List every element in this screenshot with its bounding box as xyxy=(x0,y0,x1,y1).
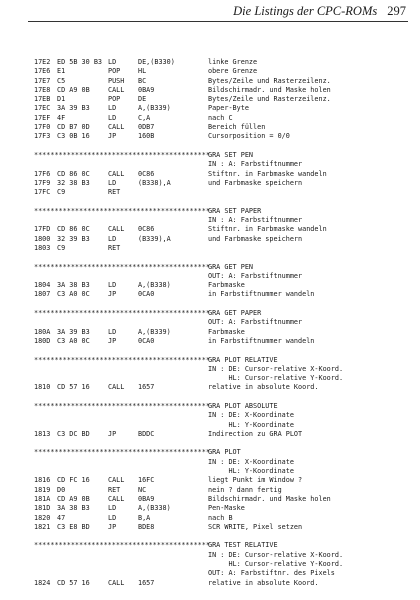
note-line xyxy=(34,551,412,560)
operand: A,(B338) xyxy=(138,281,171,290)
operand: HL xyxy=(138,67,147,76)
mnemonic: CALL xyxy=(108,123,125,132)
mnemonic: JP xyxy=(108,290,117,299)
comment: in Farbstiftnummer wandeln xyxy=(208,336,315,345)
code-line xyxy=(34,486,412,495)
note-line xyxy=(34,216,412,225)
comment: Farbmaske xyxy=(208,281,245,290)
code-line xyxy=(34,86,412,95)
comment: Stiftnr. in Farbmaske wandeln xyxy=(208,169,327,178)
address: 1804 xyxy=(34,281,51,290)
opcode-bytes: C3 E8 BD xyxy=(57,522,90,531)
comment: Bytes/Zeile und Rasterzeilenz. xyxy=(208,76,331,85)
address: 17F3 xyxy=(34,132,51,141)
comment: relative in absolute Koord. xyxy=(208,383,319,392)
assembly-listing xyxy=(34,58,412,588)
blank-line xyxy=(34,300,412,309)
opcode-bytes: 3A 39 B3 xyxy=(57,104,90,113)
separator-stars: ******************************************* xyxy=(34,355,210,364)
routine-name: GRA PLOT xyxy=(208,448,241,457)
address: 17EC xyxy=(34,104,51,113)
operand: 0BA9 xyxy=(138,494,155,503)
opcode-bytes: 3A 38 B3 xyxy=(57,504,90,513)
register-note: HL: Y-Koordinate xyxy=(208,467,294,476)
address: 1820 xyxy=(34,513,51,522)
comment: Bytes/Zeile und Rasterzeilenz. xyxy=(208,95,331,104)
mnemonic: LD xyxy=(108,281,117,290)
routine-name: GRA TEST RELATIVE xyxy=(208,541,278,550)
mnemonic: CALL xyxy=(108,225,125,234)
comment: obere Grenze xyxy=(208,67,258,76)
address: 17FD xyxy=(34,225,51,234)
code-line xyxy=(34,504,412,513)
address: 17E6 xyxy=(34,67,51,76)
operand: DE,(B330) xyxy=(138,58,175,66)
routine-header-line xyxy=(34,541,412,550)
comment: SCR WRITE, Pixel setzen xyxy=(208,522,303,531)
operand: 0CA0 xyxy=(138,290,155,299)
address: 1816 xyxy=(34,476,51,485)
separator-stars: ******************************************* xyxy=(34,309,210,318)
address: 17EB xyxy=(34,95,51,104)
comment: und Farbmaske speichern xyxy=(208,234,303,243)
address: 17E8 xyxy=(34,85,51,94)
opcode-bytes: C3 0B 16 xyxy=(57,132,90,141)
mnemonic: LD xyxy=(108,58,117,66)
register-note: HL: Cursor-relative Y-Koord. xyxy=(208,374,344,383)
operand: A,(B339) xyxy=(138,327,171,336)
mnemonic: CALL xyxy=(108,383,125,392)
address: 181D xyxy=(34,504,51,513)
mnemonic: JP xyxy=(108,132,117,141)
address: 17E7 xyxy=(34,76,51,85)
comment: nach B xyxy=(208,513,233,522)
routine-header-line xyxy=(34,151,412,160)
operand: A,(B339) xyxy=(138,104,171,113)
code-line xyxy=(34,67,412,76)
opcode-bytes: CD 86 0C xyxy=(57,225,90,234)
mnemonic: LD xyxy=(108,327,117,336)
address: 1824 xyxy=(34,578,51,587)
routine-name: GRA GET PEN xyxy=(208,262,254,271)
header-title: Die Listings der CPC-ROMs xyxy=(233,4,378,18)
separator-stars: ******************************************* xyxy=(34,448,210,457)
register-note: IN : DE: Cursor-relative X-Koord. xyxy=(208,550,344,559)
address: 1807 xyxy=(34,290,51,299)
operand: 0BA9 xyxy=(138,85,155,94)
opcode-bytes: CD B7 0D xyxy=(57,123,90,132)
address: 1813 xyxy=(34,429,51,438)
note-line xyxy=(34,467,412,476)
note-line xyxy=(34,421,412,430)
mnemonic: RET xyxy=(108,188,121,197)
comment: Bildschirmadr. und Maske holen xyxy=(208,85,331,94)
opcode-bytes: 32 39 B3 xyxy=(57,234,90,243)
blank-line xyxy=(34,197,412,206)
note-line xyxy=(34,365,412,374)
mnemonic: LD xyxy=(108,113,117,122)
separator-stars: ******************************************* xyxy=(34,541,210,550)
routine-name: GRA PLOT RELATIVE xyxy=(208,355,278,364)
code-line xyxy=(34,281,412,290)
code-line xyxy=(34,430,412,439)
address: 17E2 xyxy=(34,58,51,66)
opcode-bytes: C5 xyxy=(57,76,66,85)
comment: Pen-Maske xyxy=(208,504,245,513)
routine-name: GRA SET PAPER xyxy=(208,206,262,215)
opcode-bytes: C9 xyxy=(57,243,66,252)
code-line xyxy=(34,495,412,504)
address: 180A xyxy=(34,327,51,336)
register-note: OUT: A: Farbstiftnr. des Pixels xyxy=(208,569,335,578)
register-note: OUT: A: Farbstiftnummer xyxy=(208,271,303,280)
opcode-bytes: CD 86 0C xyxy=(57,169,90,178)
operand: 0DB7 xyxy=(138,123,155,132)
opcode-bytes: 3A 38 B3 xyxy=(57,281,90,290)
opcode-bytes: C3 A0 0C xyxy=(57,336,90,345)
operand: C,A xyxy=(138,113,151,122)
blank-line xyxy=(34,532,412,541)
blank-line xyxy=(34,393,412,402)
operand: 16FC xyxy=(138,476,155,485)
comment: in Farbstiftnummer wandeln xyxy=(208,290,315,299)
address: 17FC xyxy=(34,188,51,197)
separator-stars: ******************************************* xyxy=(34,150,210,159)
operand: BC xyxy=(138,76,147,85)
routine-header-line xyxy=(34,263,412,272)
blank-line xyxy=(34,253,412,262)
note-line xyxy=(34,560,412,569)
separator-stars: ******************************************* xyxy=(34,401,210,410)
code-line xyxy=(34,179,412,188)
address: 1810 xyxy=(34,383,51,392)
comment: nach C xyxy=(208,113,233,122)
mnemonic: LD xyxy=(108,104,117,113)
comment: Paper-Byte xyxy=(208,104,249,113)
mnemonic: JP xyxy=(108,522,117,531)
mnemonic: LD xyxy=(108,513,117,522)
opcode-bytes: 3A 39 B3 xyxy=(57,327,90,336)
blank-line xyxy=(34,346,412,355)
mnemonic: CALL xyxy=(108,169,125,178)
operand: (B339),A xyxy=(138,234,171,243)
mnemonic: CALL xyxy=(108,494,125,503)
operand: BDE8 xyxy=(138,522,155,531)
code-line xyxy=(34,579,412,588)
opcode-bytes: CD A9 0B xyxy=(57,494,90,503)
opcode-bytes: CD 57 16 xyxy=(57,383,90,392)
operand: 160B xyxy=(138,132,155,141)
opcode-bytes: D1 xyxy=(57,95,66,104)
page-number: 297 xyxy=(387,4,406,18)
opcode-bytes: C3 DC BD xyxy=(57,429,90,438)
register-note: IN : DE: X-Koordinate xyxy=(208,457,294,466)
mnemonic: LD xyxy=(108,234,117,243)
register-note: HL: Cursor-relative Y-Koord. xyxy=(208,560,344,569)
operand: NC xyxy=(138,485,147,494)
note-line xyxy=(34,374,412,383)
operand: (B338),A xyxy=(138,178,171,187)
mnemonic: POP xyxy=(108,67,121,76)
mnemonic: CALL xyxy=(108,85,125,94)
code-line xyxy=(34,328,412,337)
address: 17F9 xyxy=(34,178,51,187)
routine-header-line xyxy=(34,207,412,216)
mnemonic: LD xyxy=(108,178,117,187)
address: 1821 xyxy=(34,522,51,531)
comment: nein ? dann fertig xyxy=(208,485,282,494)
code-line xyxy=(34,514,412,523)
address: 17EF xyxy=(34,113,51,122)
code-line xyxy=(34,188,412,197)
opcode-bytes: 4F xyxy=(57,113,66,122)
blank-line xyxy=(34,439,412,448)
code-line xyxy=(34,476,412,485)
address: 1800 xyxy=(34,234,51,243)
routine-name: GRA PLOT ABSOLUTE xyxy=(208,401,278,410)
separator-stars: ******************************************* xyxy=(34,206,210,215)
address: 17F6 xyxy=(34,169,51,178)
routine-header-line xyxy=(34,402,412,411)
operand: 1657 xyxy=(138,383,155,392)
mnemonic: JP xyxy=(108,336,117,345)
blank-line xyxy=(34,142,412,151)
opcode-bytes: 32 38 B3 xyxy=(57,178,90,187)
operand: B,A xyxy=(138,513,151,522)
address: 1803 xyxy=(34,243,51,252)
running-header xyxy=(40,4,406,19)
opcode-bytes: CD FC 16 xyxy=(57,476,90,485)
register-note: IN : A: Farbstiftnummer xyxy=(208,160,303,169)
mnemonic: JP xyxy=(108,429,117,438)
note-line xyxy=(34,411,412,420)
operand: A,(B338) xyxy=(138,504,171,513)
mnemonic: RET xyxy=(108,243,121,252)
register-note: OUT: A: Farbstiftnummer xyxy=(208,318,303,327)
code-line xyxy=(34,77,412,86)
register-note: HL: Y-Koordinate xyxy=(208,420,294,429)
code-line xyxy=(34,123,412,132)
code-line xyxy=(34,383,412,392)
comment: Farbmaske xyxy=(208,327,245,336)
operand: BDDC xyxy=(138,429,155,438)
operand: DE xyxy=(138,95,147,104)
code-line xyxy=(34,114,412,123)
code-line xyxy=(34,58,412,67)
comment: Bereich füllen xyxy=(208,123,266,132)
register-note: IN : DE: X-Koordinate xyxy=(208,411,294,420)
code-line xyxy=(34,132,412,141)
code-line xyxy=(34,95,412,104)
comment: Cursorposition = 0/0 xyxy=(208,132,290,141)
note-line xyxy=(34,569,412,578)
code-line xyxy=(34,170,412,179)
mnemonic: PUSH xyxy=(108,76,125,85)
opcode-bytes: CD A9 0B xyxy=(57,85,90,94)
header-rule xyxy=(28,21,408,22)
opcode-bytes: E1 xyxy=(57,67,66,76)
routine-header-line xyxy=(34,448,412,457)
operand: 1657 xyxy=(138,578,155,587)
routine-header-line xyxy=(34,356,412,365)
comment: und Farbmaske speichern xyxy=(208,178,303,187)
opcode-bytes: C3 A0 0C xyxy=(57,290,90,299)
comment: liegt Punkt im Window ? xyxy=(208,476,303,485)
routine-name: GRA GET PAPER xyxy=(208,309,262,318)
code-line xyxy=(34,290,412,299)
opcode-bytes: ED 5B 30 B3 xyxy=(57,58,103,66)
code-line xyxy=(34,225,412,234)
opcode-bytes: 47 xyxy=(57,513,66,522)
note-line xyxy=(34,458,412,467)
opcode-bytes: C9 xyxy=(57,188,66,197)
operand: 0CA0 xyxy=(138,336,155,345)
code-line xyxy=(34,235,412,244)
routine-name: GRA SET PEN xyxy=(208,150,254,159)
comment: Indirection zu GRA PLOT xyxy=(208,429,303,438)
code-line xyxy=(34,104,412,113)
comment: relative in absolute Koord. xyxy=(208,578,319,587)
mnemonic: RET xyxy=(108,485,121,494)
code-line xyxy=(34,337,412,346)
operand: 0C86 xyxy=(138,169,155,178)
address: 1819 xyxy=(34,485,51,494)
comment: Bildschirmadr. und Maske holen xyxy=(208,494,331,503)
note-line xyxy=(34,318,412,327)
mnemonic: CALL xyxy=(108,476,125,485)
comment: linke Grenze xyxy=(208,58,258,66)
address: 17F0 xyxy=(34,123,51,132)
mnemonic: LD xyxy=(108,504,117,513)
code-line xyxy=(34,523,412,532)
separator-stars: ******************************************* xyxy=(34,262,210,271)
routine-header-line xyxy=(34,309,412,318)
address: 181A xyxy=(34,494,51,503)
code-line xyxy=(34,244,412,253)
note-line xyxy=(34,160,412,169)
opcode-bytes: CD 57 16 xyxy=(57,578,90,587)
operand: 0C86 xyxy=(138,225,155,234)
address: 180D xyxy=(34,336,51,345)
opcode-bytes: D0 xyxy=(57,485,66,494)
note-line xyxy=(34,272,412,281)
comment: Stiftnr. in Farbmaske wandeln xyxy=(208,225,327,234)
mnemonic: CALL xyxy=(108,578,125,587)
register-note: IN : A: Farbstiftnummer xyxy=(208,216,303,225)
register-note: IN : DE: Cursor-relative X-Koord. xyxy=(208,364,344,373)
mnemonic: POP xyxy=(108,95,121,104)
